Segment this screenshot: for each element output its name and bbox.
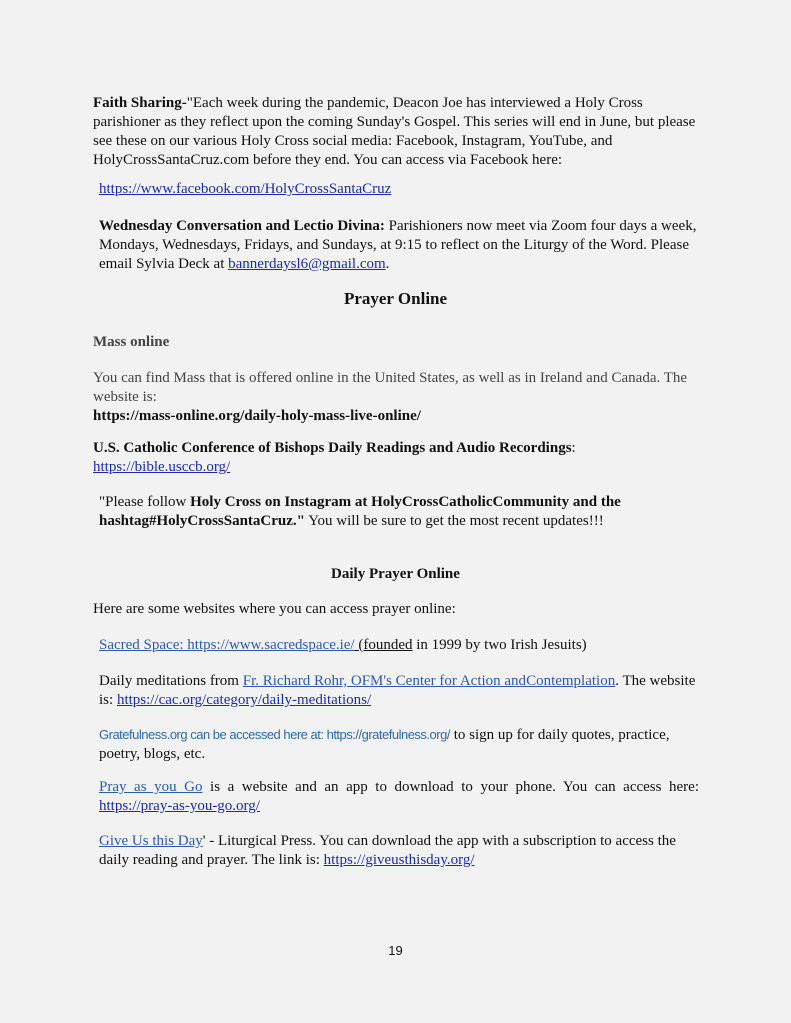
email-link[interactable]: bannerdaysl6@gmail.com <box>228 256 386 272</box>
rohr-paragraph <box>99 672 704 710</box>
instagram-paragraph <box>99 493 704 531</box>
pray-as-you-go-paragraph <box>99 778 699 816</box>
wednesday-end: . <box>385 256 390 272</box>
intro-text: Here are some websites where you can access prayer online: <box>93 601 456 617</box>
instagram-bold: Holy Cross on Instagram at HolyCrossCatholicCommunity and the hashtag#HolyCrossSantaCruz." <box>99 494 621 529</box>
rohr-post: . The website is: <box>99 673 696 708</box>
rohr-link[interactable]: Fr. Richard Rohr, OFM's Center for Action and <box>242 673 527 689</box>
faith-sharing-body: "Each week during the pandemic, Deacon Joe has interviewed a Holy Cross parishioner as they reflect upon the coming Sunday's Gospel. This series will end in June, but please see these on our various Holy Cross social media: Facebook, Instagram, YouTube, and HolyCrossSantaCruz.com before they end. You can access via Facebook here: <box>93 95 696 168</box>
usccb-paragraph <box>93 439 703 477</box>
wednesday-paragraph <box>99 217 699 274</box>
instagram-post: You will be sure to get the most recent updates!!! <box>305 513 604 529</box>
gratefulness-rest: to sign up for daily quotes, practice, poetry, blogs, etc. <box>99 727 670 762</box>
usccb-link[interactable]: https://bible.usccb.org/ <box>93 459 231 475</box>
daily-prayer-title: Daily Prayer Online <box>331 566 460 582</box>
mass-online-paragraph <box>93 369 703 426</box>
page-number: 19 <box>388 943 403 958</box>
sacred-space-link[interactable]: Sacred Space: https://www.sacredspace.ie/ <box>99 637 355 653</box>
sacred-space-rest: in 1999 by two Irish Jesuits) <box>412 637 587 653</box>
sacred-space-line <box>99 636 704 655</box>
mass-online-url: https://mass-online.org/daily-holy-mass-live-online/ <box>93 408 421 424</box>
give-us-this-day-paragraph <box>99 832 704 870</box>
pray-as-you-go-url[interactable]: https://pray-as-you-go.org/ <box>99 798 260 814</box>
mass-online-heading: Mass online <box>93 334 170 350</box>
usccb-heading: U.S. Catholic Conference of Bishops Daily Readings and Audio Recordings <box>93 440 572 456</box>
give-us-this-day-link[interactable]: Give Us this Day <box>99 833 203 849</box>
facebook-link-line <box>99 180 699 199</box>
prayer-online-title: Prayer Online <box>343 289 448 308</box>
mass-online-body: You can find Mass that is offered online in the United States, as well as in Ireland and Canada. The website is: <box>93 370 688 405</box>
pray-as-you-go-body: is a website and an app to download to your phone. You can access here: <box>202 779 699 795</box>
give-us-this-day-url[interactable]: https://giveusthisday.org/ <box>323 852 475 868</box>
gratefulness-paragraph <box>99 725 704 764</box>
wednesday-heading: Wednesday Conversation and Lectio Divina: <box>99 218 385 234</box>
pray-as-you-go-link[interactable]: Pray as you Go <box>99 779 203 795</box>
give-us-this-day-body: ' - Liturgical Press. You can download the app with a subscription to access the daily reading and prayer. The link is: <box>99 833 676 868</box>
wednesday-body: Parishioners now meet via Zoom four days a week, Mondays, Wednesdays, Fridays, and Sundays, at 9:15 to reflect on the Liturgy of the Word. Please email Sylvia Deck at <box>99 218 697 272</box>
cac-link[interactable]: https://cac.org/category/daily-meditations/ <box>116 692 372 708</box>
faith-sharing-paragraph <box>93 94 705 170</box>
instagram-pre: "Please follow <box>99 494 191 510</box>
rohr-pre: Daily meditations from <box>99 673 243 689</box>
gratefulness-link[interactable]: Gratefulness.org can be accessed here at: https://gratefulness.org/ <box>99 727 450 742</box>
usccb-colon: : <box>571 440 576 456</box>
faith-sharing-heading: Faith Sharing- <box>93 95 187 111</box>
sacred-space-founded: (founded <box>354 637 413 653</box>
rohr-link-2[interactable]: Contemplation <box>526 673 616 689</box>
facebook-link[interactable]: https://www.facebook.com/HolyCrossSantaCruz <box>99 181 392 197</box>
